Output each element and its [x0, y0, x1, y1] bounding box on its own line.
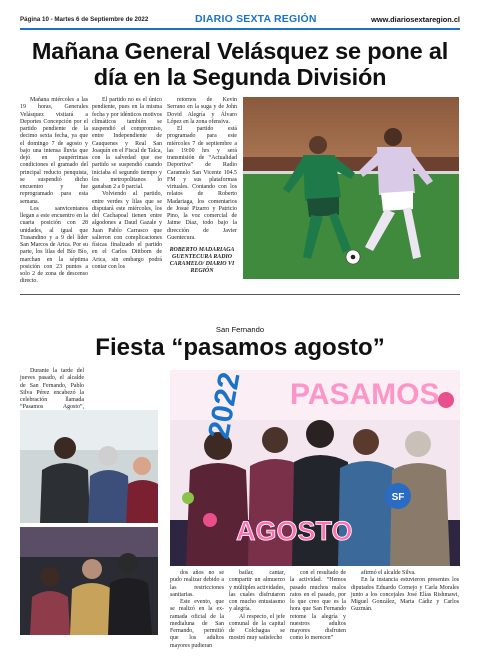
banner-year: 2022 [202, 370, 247, 442]
article1-col1-p2: Los sanvicentanos llegan a este encuentro en la cuarta posición con 28 unidades, al igual que Trasandino y a 9 del líder San Marcos de Arica. Por su parte, los lilas del Bío Bío, marchan en la séptima posición con 23 puntos a solo 2 de zona de descenso directo. [20, 205, 88, 285]
mayor-with-seniors-photo [20, 527, 158, 635]
article1-byline: ROBERTO MADARIAGA GUENTECURA RADIO CARAMELO/ DIARIO VI REGIÓN [169, 247, 235, 274]
article1-col1-p1: Mañana miércoles a las 19 horas, Generales Velásquez visitará a Deportes Concepción por el partido pendiente de la decimo sexta fecha, ya que el domingo 7 de agosto y bajo una intensa lluvia que dejó en paupérrimas condiciones el gramado del principal reducto penquista, se suspendió dicho encuentro y fue reprogramado para esta semana. [20, 97, 88, 205]
football-match-photo [243, 97, 459, 279]
article1-headline: Mañana General Velásquez se pone al día en la Segunda División [31, 38, 449, 90]
website-url[interactable]: www.diariosextaregion.cl [371, 15, 460, 24]
sf-logo: SF [391, 492, 405, 503]
article2-col3-p2: Al respecto, el jefe comunal de la capital de Colchagua se mostró muy satisfecho [229, 613, 285, 642]
article2-kicker: San Fernando [215, 325, 265, 334]
article2-col2-p1: dos años no se pudo realizar debido a las restricciones sanitarias. [170, 570, 224, 598]
article2-col5-p2: En la instancia estuvieron presentes los diputados Eduardo Cornejo y Carla Morales junto a los concejales José Elías Rishmawi, Miguel González, Marta Cádiz y Carlos Guzmán. [351, 577, 459, 613]
article2-col5-p1: afirmó el alcalde Silva. [361, 570, 416, 576]
brand-name: DIARIO SEXTA REGIÓN [195, 13, 317, 25]
celebration-group-photo [170, 370, 460, 566]
masthead [20, 13, 460, 30]
article1-col2-p2: Volviendo al partido, entre verdes y lilas que se disputará este miércoles, los del Cachapoal tienen entre algodones a Daud Gazale y Juan Pablo Carrasco que salieron con complicaciones físicas finalizado el partido en el Carlos Dittborn de Arica, sin embargo podrá contar con los [92, 191, 162, 270]
article2-column-5 [351, 570, 459, 614]
article2-col1-p1: Durante la tarde del jueves pasado, el alcalde de San Fernando, Pablo Silva Pérez encabezó la celebración llamada “Pasamos Agosto”, [20, 368, 84, 411]
article2-column-3 [229, 570, 285, 643]
article2-headline: Fiesta “pasamos agosto” [95, 334, 385, 361]
article1-col3-p2: El partido está programado para este miércoles 7 de septiembre a las 19:00 hrs y será transmisión de “Actualidad Deportiva” de Radio Caramelo San Vicente 104.5 FM y sus plataformas virtuales. Contando con los relatos de Roberto Madariaga, los comentarios de Josué Pizarro y Patricio Pino, la voz comercial de Jaime Díaz, todo bajo la dirección de Javier Guentecura. [167, 126, 237, 241]
section-divider [20, 294, 460, 295]
article2-col2-p2: Este evento, que se realizó en la ex-ramada oficial de la medialuna de San Fernando, permitió que los adultos mayores pudieran [170, 599, 224, 649]
article1-column-2 [92, 97, 162, 271]
article1-column-3 [167, 97, 237, 275]
article1-column-1 [20, 97, 88, 286]
mayor-greeting-photo [20, 410, 158, 523]
banner-agosto: AGOSTO [236, 516, 353, 546]
article1-col3-p1: retornos de Kevin Serrano en la suga y de John Dovid Alegría y Álvaro López en la zona ofensiva. [167, 97, 237, 125]
banner-pasamos: PASAMOS [290, 378, 440, 411]
article1-col2-p1: El partido no es el único pendiente, pues en la misma fecha y por idénticos motivos climáticos también se suspendió el compromiso, entre Independiente de Cauquenes y Real San Joaquín en el Fiscal de Talca, con la salvedad que ese partido se suspendió cuando iniciaba el segundo tiempo y los metropolitanos lo ganaban 2 a 0 parcial. [92, 97, 162, 190]
article2-column-4 [290, 570, 346, 643]
article2-column-2 [170, 570, 224, 650]
article2-col3-p1: bailar, cantar, compartir un almuerzo y múltiples actividades, las cuales disfrutaron con mucho entusiasmo y alegría. [229, 570, 285, 613]
article2-col4-p1: con el resultado de la actividad. “Hemos pasado muchos malos ratos en el pasado, por lo que creo que es la hora que San Fernando retome la alegría y nuestros adultos mayores disfruten como lo merecen” [290, 570, 346, 642]
page-date: Página 10 - Martes 6 de Septiembre de 2022 [20, 16, 149, 23]
